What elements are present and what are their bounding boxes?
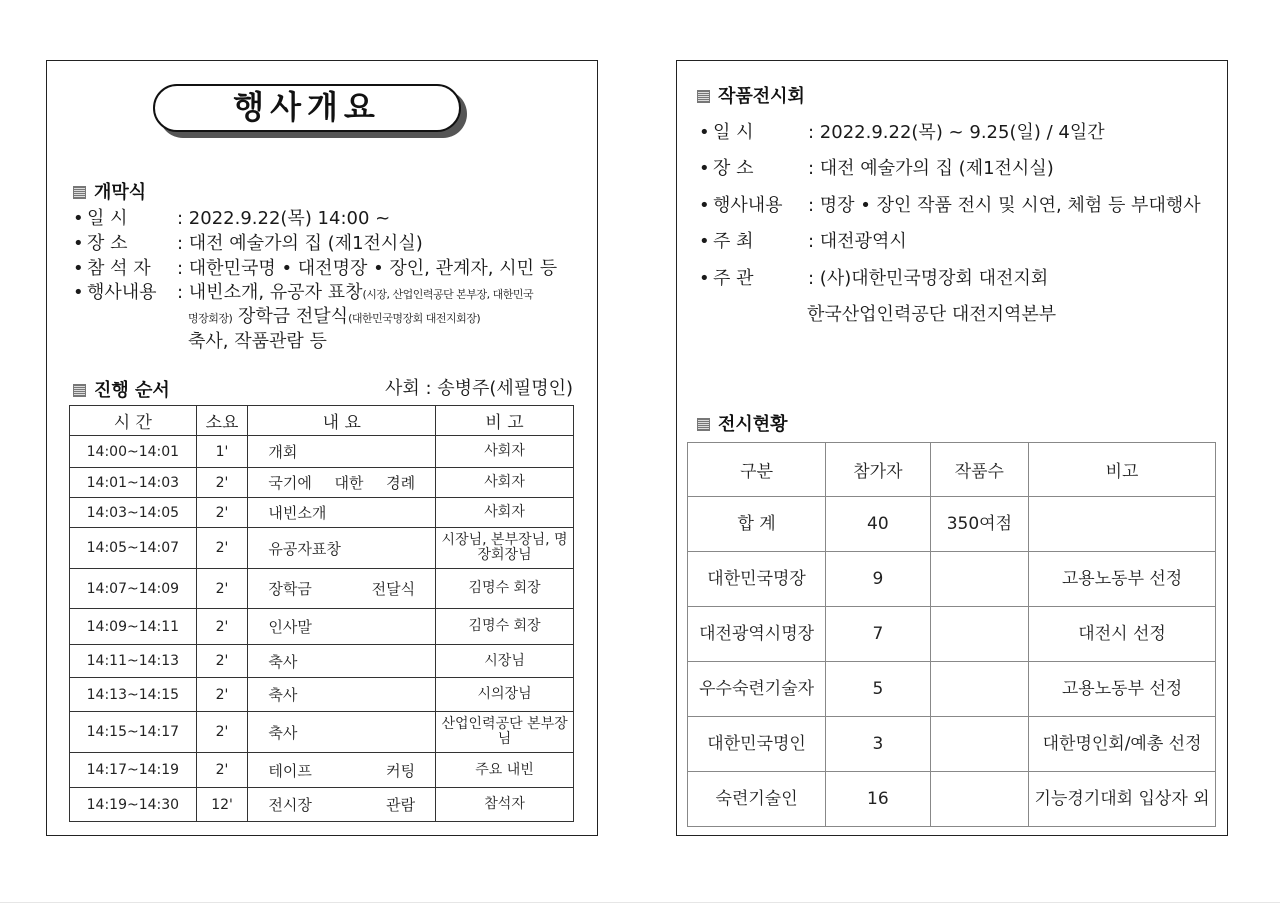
cell-duration: 2'	[196, 712, 248, 753]
square-bullet-icon	[73, 384, 86, 397]
cell-time: 14:07~14:09	[70, 569, 197, 609]
date-value: 2022.9.22(목) 14:00 ~	[188, 208, 391, 229]
cell-note: 참석자	[436, 788, 574, 822]
cell-time: 14:13~14:15	[70, 678, 197, 712]
cell-time: 14:11~14:13	[70, 645, 197, 678]
cell-content: 축사	[248, 678, 436, 712]
cell-duration: 2'	[196, 498, 248, 528]
cell-works	[930, 717, 1029, 772]
cell-category: 대한민국명인	[688, 717, 826, 772]
status-table	[687, 442, 1216, 827]
cell-note: 시장님, 본부장님, 명장회장님	[436, 528, 574, 569]
program-label: 행사내용	[713, 195, 783, 216]
header-works: 작품수	[930, 443, 1029, 497]
cell-duration: 2'	[196, 528, 248, 569]
date-value: 2022.9.22(목) ~ 9.25(일) / 4일간	[819, 122, 1105, 143]
emcee-text: 사회 : 송병주(세필명인)	[384, 378, 573, 399]
cell-content: 축사	[248, 645, 436, 678]
table-row	[688, 717, 1216, 772]
cell-content: 국기에 대한 경례	[248, 468, 436, 498]
cell-note: 산업인력공단 본부장님	[436, 712, 574, 753]
cell-works	[930, 552, 1029, 607]
cell-time: 14:19~14:30	[70, 788, 197, 822]
cell-works	[930, 772, 1029, 827]
cell-content: 내빈소개	[248, 498, 436, 528]
cell-category: 대한민국명장	[688, 552, 826, 607]
table-row	[688, 607, 1216, 662]
cell-note: 시장님	[436, 645, 574, 678]
cell-time: 14:17~14:19	[70, 753, 197, 788]
date-label: 일 시	[713, 122, 754, 143]
program-heading: 진행 순서	[73, 376, 170, 402]
exhibit-date-line: • 일 시 : 2022.9.22(목) ~ 9.25(일) / 4일간	[699, 118, 1105, 144]
exhibit-organizer-line: • 주 관 : (사)대한민국명장회 대전지회	[699, 264, 1048, 290]
table-row	[688, 772, 1216, 827]
cell-duration: 12'	[196, 788, 248, 822]
opening-program-cont1: 명장회장) 장학금 전달식(대한민국명장회 대전지회장)	[188, 306, 481, 327]
cell-time: 14:01~14:03	[70, 468, 197, 498]
square-bullet-icon	[697, 418, 710, 431]
cell-participants: 9	[826, 552, 930, 607]
cell-duration: 2'	[196, 609, 248, 645]
cell-duration: 2'	[196, 468, 248, 498]
table-row	[70, 712, 574, 753]
table-row	[70, 609, 574, 645]
header-time: 시 간	[70, 406, 197, 436]
attendees-value: 대한민국명 • 대전명장 • 장인, 관계자, 시민 등	[188, 258, 558, 279]
exhibition-panel	[676, 60, 1228, 836]
header-duration: 소요	[196, 406, 248, 436]
cell-note: 고용노동부 선정	[1029, 552, 1216, 607]
cell-time: 14:05~14:07	[70, 528, 197, 569]
cell-time: 14:15~14:17	[70, 712, 197, 753]
table-row	[70, 678, 574, 712]
cell-note: 사회자	[436, 498, 574, 528]
cell-note: 김명수 회장	[436, 609, 574, 645]
cell-note: 사회자	[436, 468, 574, 498]
cell-participants: 40	[826, 497, 930, 552]
opening-heading: 개막식	[73, 178, 146, 204]
table-row	[70, 753, 574, 788]
cell-category: 숙련기술인	[688, 772, 826, 827]
cell-note: 대한명인회/예총 선정	[1029, 717, 1216, 772]
table-row	[70, 498, 574, 528]
header-category: 구분	[688, 443, 826, 497]
host-label: 주 최	[713, 231, 754, 252]
cell-note: 고용노동부 선정	[1029, 662, 1216, 717]
cell-duration: 2'	[196, 569, 248, 609]
cell-content: 개회	[248, 436, 436, 468]
cell-works: 350여점	[930, 497, 1029, 552]
cell-participants: 16	[826, 772, 930, 827]
cell-duration: 1'	[196, 436, 248, 468]
title-banner	[153, 84, 469, 138]
cell-participants: 7	[826, 607, 930, 662]
table-row	[688, 497, 1216, 552]
opening-date-line: • 일 시 : 2022.9.22(목) 14:00 ~	[73, 204, 390, 230]
opening-program-cont2: 축사, 작품관람 등	[188, 331, 327, 352]
program-value: 명장 • 장인 작품 전시 및 시연, 체험 등 부대행사	[819, 195, 1201, 216]
venue-value: 대전 예술가의 집 (제1전시실)	[819, 158, 1054, 179]
organizer-label: 주 관	[713, 268, 754, 289]
opening-program-line: • 행사내용 : 내빈소개, 유공자 표창(시장, 산업인력공단 본부장, 대한민국	[73, 278, 533, 304]
venue-value: 대전 예술가의 집 (제1전시실)	[188, 233, 423, 254]
venue-label: 장 소	[713, 158, 754, 179]
program-table	[69, 405, 574, 822]
exhibit-organizer-cont: 한국산업인력공단 대전지역본부	[807, 304, 1057, 325]
cell-note: 시의장님	[436, 678, 574, 712]
cell-duration: 2'	[196, 645, 248, 678]
program-value: 내빈소개, 유공자 표창	[188, 282, 363, 303]
square-bullet-icon	[73, 186, 86, 199]
table-row	[70, 569, 574, 609]
cell-participants: 3	[826, 717, 930, 772]
header-note: 비 고	[436, 406, 574, 436]
attendees-label: 참 석 자	[87, 258, 151, 279]
cell-content: 장학금 전달식	[248, 569, 436, 609]
cell-note: 김명수 회장	[436, 569, 574, 609]
cell-duration: 2'	[196, 753, 248, 788]
table-row	[688, 662, 1216, 717]
header-participants: 참가자	[826, 443, 930, 497]
table-row	[70, 788, 574, 822]
cell-note: 대전시 선정	[1029, 607, 1216, 662]
cell-time: 14:09~14:11	[70, 609, 197, 645]
cell-time: 14:00~14:01	[70, 436, 197, 468]
table-header-row	[70, 406, 574, 436]
status-heading: 전시현황	[697, 410, 788, 436]
cell-category: 우수숙련기술자	[688, 662, 826, 717]
event-overview-panel	[46, 60, 598, 836]
cell-content: 테이프 커팅	[248, 753, 436, 788]
cell-content: 인사말	[248, 609, 436, 645]
exhibit-program-line: • 행사내용 : 명장 • 장인 작품 전시 및 시연, 체험 등 부대행사	[699, 191, 1201, 217]
cell-note: 기능경기대회 입상자 외	[1029, 772, 1216, 827]
cell-works	[930, 607, 1029, 662]
cell-category: 합 계	[688, 497, 826, 552]
table-row	[70, 645, 574, 678]
page-title: 행사개요	[153, 84, 461, 132]
header-note: 비고	[1029, 443, 1216, 497]
exhibit-venue-line: • 장 소 : 대전 예술가의 집 (제1전시실)	[699, 154, 1054, 180]
table-row	[70, 468, 574, 498]
venue-label: 장 소	[87, 233, 128, 254]
cell-content: 유공자표창	[248, 528, 436, 569]
cell-participants: 5	[826, 662, 930, 717]
square-bullet-icon	[697, 90, 710, 103]
exhibit-heading: 작품전시회	[697, 82, 805, 108]
cell-time: 14:03~14:05	[70, 498, 197, 528]
cell-duration: 2'	[196, 678, 248, 712]
header-content: 내 요	[248, 406, 436, 436]
cell-content: 축사	[248, 712, 436, 753]
cell-note: 사회자	[436, 436, 574, 468]
host-value: 대전광역시	[819, 231, 907, 252]
page-bottom-divider	[0, 902, 1280, 903]
cell-content: 전시장 관람	[248, 788, 436, 822]
cell-note: 주요 내빈	[436, 753, 574, 788]
opening-venue-line: • 장 소 : 대전 예술가의 집 (제1전시실)	[73, 229, 423, 255]
organizer-value: (사)대한민국명장회 대전지회	[819, 268, 1049, 289]
cell-works	[930, 662, 1029, 717]
table-header-row	[688, 443, 1216, 497]
program-label: 행사내용	[87, 282, 157, 303]
program-value-note: (시장, 산업인력공단 본부장, 대한민국	[362, 288, 534, 301]
date-label: 일 시	[87, 208, 128, 229]
cell-note	[1029, 497, 1216, 552]
opening-attendees-line: • 참 석 자 : 대한민국명 • 대전명장 • 장인, 관계자, 시민 등	[73, 254, 557, 280]
table-row	[70, 528, 574, 569]
table-row	[688, 552, 1216, 607]
table-row	[70, 436, 574, 468]
cell-category: 대전광역시명장	[688, 607, 826, 662]
exhibit-host-line: • 주 최 : 대전광역시	[699, 227, 907, 253]
